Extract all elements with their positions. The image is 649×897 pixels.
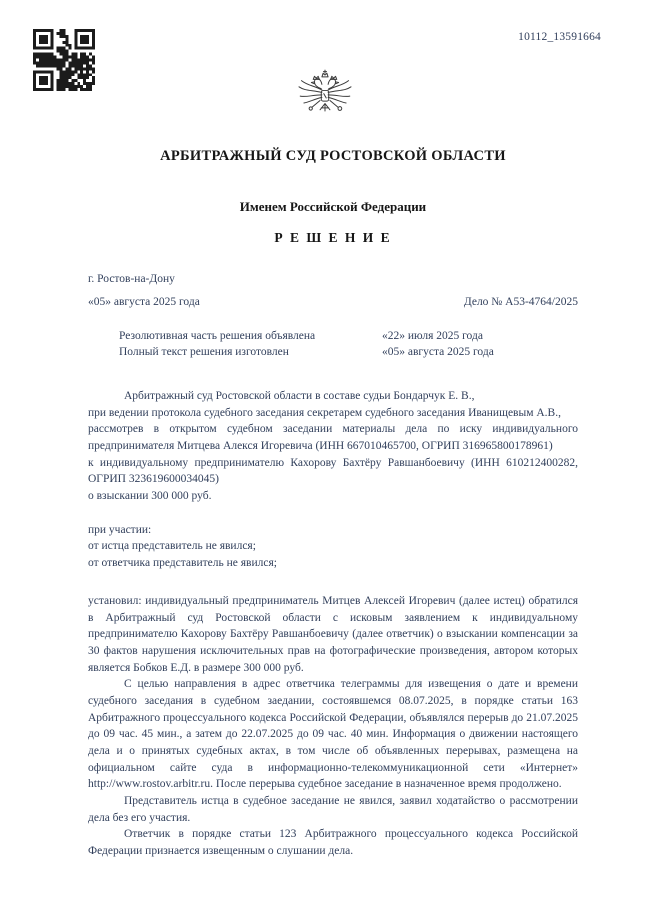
court-name-title: АРБИТРАЖНЫЙ СУД РОСТОВСКОЙ ОБЛАСТИ (160, 148, 506, 164)
resolutive-block (119, 328, 578, 361)
decision-title: Р Е Ш Е Н И Е (274, 229, 392, 245)
participation-line: при участии: (88, 523, 152, 536)
body-paragraph: Ответчик в порядке статьи 123 Арбитражного процессуального кодекса Российской Федерации признается извещенным о слушании дела. (88, 828, 578, 857)
decision-date: «05» августа 2025 года (88, 296, 200, 309)
resolutive-announced-date: «22» июля 2025 года (382, 329, 483, 342)
body-paragraph: С целью направления в адрес ответчика телеграммы для извещения о дате и времени судебного заседания в судебном заедании, состоявшемся 08.07.2025, в порядке статьи 163 Арбитражного процессуального кодекса Российской Федерации, объявлялся перерыв до 21.07.2025 до 09 час. 45 мин., а затем до 22.07.2025 до 09 час. 40 мин. Информация о движении настоящего дела и о принятых судебных актах, в том числе об объявленных перерывах, размещена на официальном сайте суда в информационно-телекоммуникационной сети «Интернет» http://www.rostov.arbitr.ru. После перерыва судебное заседание в назначенное время продолжено. (88, 678, 578, 791)
resolutive-announced-label: Резолютивная часть решения объявлена (119, 329, 316, 342)
body-paragraph: Представитель истца в судебное заседание не явился, заявил ходатайство о рассмотрении дела без его участия. (88, 794, 578, 824)
full-text-made-date: «05» августа 2025 года (382, 346, 494, 359)
date-case-row (88, 294, 578, 311)
body-paragraph: установил: индивидуальный предприниматель Митцев Алексей Игоревич (далее истец) обратился в Арбитражный суд Ростовской области с исковым заявлением к индивидуальному предпринимателю Кахорову Бахтёру Равшанбоевичу (далее ответчик) о взыскании компенсации за 30 фактов нарушения исключительных прав на фотографические произведения, автором которых является Бобков Е.Д. в размере 300 000 руб. (88, 594, 578, 674)
qr-code-icon (33, 29, 95, 91)
participation-block (88, 522, 578, 572)
russia-coat-of-arms-icon (294, 68, 356, 128)
composition-line: к индивидуальному предпринимателю Кахорову Бахтёру Равшанбоевичу (ИНН 610212400282, ОГРИП 323619600034045) (88, 456, 578, 486)
participation-line: от ответчика представитель не явился; (88, 557, 277, 570)
court-composition-block (88, 388, 578, 505)
composition-line: о взыскании 300 000 руб. (88, 490, 212, 503)
city-line: г. Ростов-на-Дону (88, 273, 175, 286)
document-content (88, 146, 578, 860)
document-number: 10112_13591664 (518, 31, 601, 43)
in-the-name-line: Именем Российской Федерации (239, 199, 427, 215)
composition-line: при ведении протокола судебного заседания секретарем судебного заседания Иванищевым А.В., (88, 406, 561, 419)
full-text-made-label: Полный текст решения изготовлен (119, 346, 289, 359)
composition-line: рассмотрев в открытом судебном заседании материалы дела по иску индивидуального предпринимателя Митцева Алекся Игоревича (ИНН 667010465700, ОГРИП 316965800178961) (88, 423, 578, 453)
case-number: Дело № А53-4764/2025 (463, 296, 578, 309)
resolutive-announced-row (119, 328, 578, 345)
composition-line: Арбитражный суд Ростовской области в составе судьи Бондарчук Е. В., (124, 390, 475, 403)
full-text-made-row (119, 344, 578, 361)
participation-line: от истца представитель не явился; (88, 540, 256, 553)
decision-body (88, 593, 578, 860)
